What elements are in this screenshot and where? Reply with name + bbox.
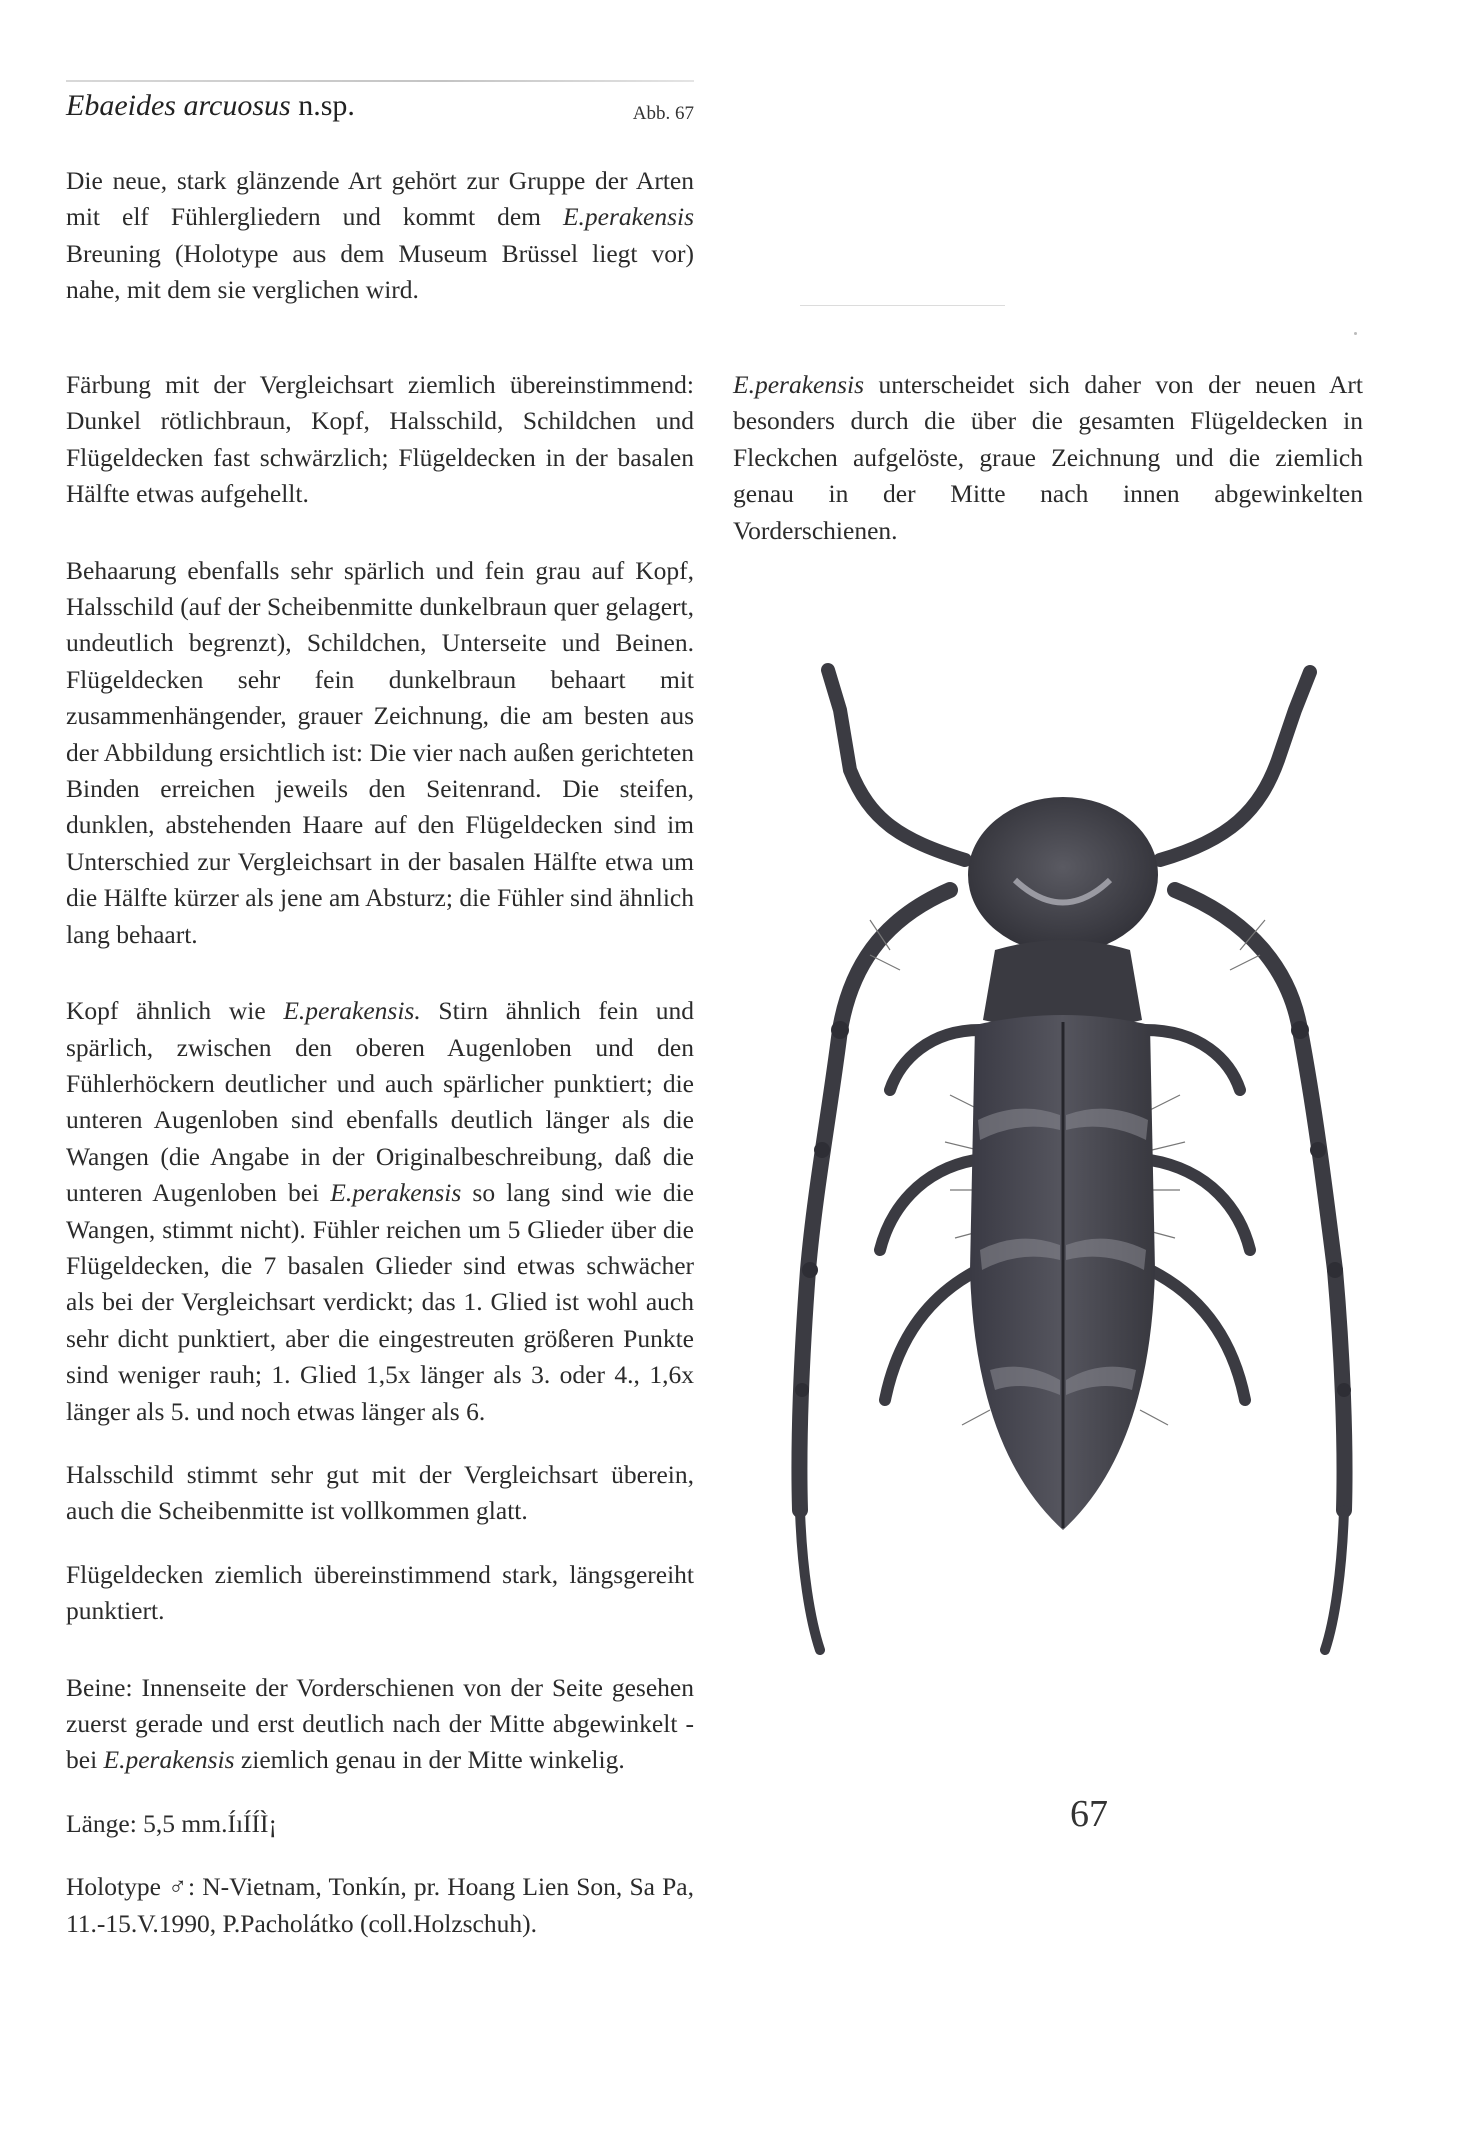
divider <box>800 305 1005 306</box>
species-reference: E.perakensis <box>562 202 694 232</box>
intro-paragraph: Die neue, stark glänzende Art gehört zur Gruppe der Arten mit elf Fühlergliedern und kommt dem E.perakensis Breuning (Holotype aus dem Museum Brüssel liegt vor) nahe, mit dem sie verglichen wird. <box>66 166 694 305</box>
paragraph-faerbung: Färbung mit der Vergleichsart ziemlich übereinstimmend: Dunkel rötlichbraun, Kopf, Halsschild, Schildchen und Flügeldecken fast schwärzlich; Flügeldecken in der basalen Hälfte etwas aufgehellt. <box>66 370 694 509</box>
top-rule <box>66 80 694 82</box>
paragraph-fluegeldecken: Flügeldecken ziemlich übereinstimmend stark, längsgereiht punktiert. <box>66 1559 694 1626</box>
figure-number: 67 <box>1070 1793 1108 1835</box>
paragraph-behaarung: Behaarung ebenfalls sehr spärlich und fein grau auf Kopf, Halsschild (auf der Scheibenmitte dunkelbraun quer gelagert, undeutlich begrenzt), Schildchen, Unterseite und Beinen. Flügeldecken sehr fein dunkelbraun behaart mit zusammenhängender, grauer Zeichnung, die am besten aus der Abbildung ersichtlich ist: Die vier nach außen gerichteten Binden erreichen jeweils den Seitenrand. Die steifen, dunklen, abstehenden Haare auf den Flügeldecken sind im Unterschied zur Vergleichsart in der basalen Hälfte etwa um die Hälfte kürzer als jene am Absturz; die Fühler sind ähnlich lang behaart. <box>66 555 694 949</box>
scan-speck <box>1354 332 1357 335</box>
species-title <box>66 86 355 126</box>
left-column <box>66 367 694 1942</box>
paragraph-comparison: E.perakensis unterscheidet sich daher von der neuen Art besonders durch die über die gesamten Flügeldecken in Fleckchen aufgelöste, graue Zeichnung und die ziemlich genau in der Mitte nach innen abgewinkelten Vorderschienen. <box>733 370 1363 545</box>
figure-reference: Abb. 67 <box>632 103 694 124</box>
paragraph-halsschild: Halsschild stimmt sehr gut mit der Vergleichsart überein, auch die Scheibenmitte ist vollkommen glatt. <box>66 1459 694 1526</box>
species-name: Ebaeides arcuosus <box>66 89 291 122</box>
paragraph-holotype: Holotype ♂: N-Vietnam, Tonkín, pr. Hoang Lien Son, Sa Pa, 11.-15.V.1990, P.Pacholátko (coll.Holzschuh). <box>66 1872 694 1938</box>
paragraph-beine: Beine: Innenseite der Vorderschienen von der Seite gesehen zuerst gerade und erst deutlich nach der Mitte abgewinkelt - bei E.perakensis ziemlich genau in der Mitte winkelig. <box>66 1672 694 1775</box>
species-suffix: n.sp. <box>290 89 355 122</box>
paragraph-laenge: Länge: 5,5 mm.ÍıÍÍÌ¡ <box>66 1808 278 1838</box>
right-column <box>733 367 1363 549</box>
page-header <box>66 86 694 132</box>
male-symbol: ♂ <box>168 1872 188 1902</box>
beetle-illustration <box>750 650 1390 1690</box>
paragraph-kopf: Kopf ähnlich wie E.perakensis. Stirn ähnlich fein und spärlich, zwischen den oberen Augenloben und den Fühlerhöckern deutlicher und auch spärlicher punktiert; die unteren Augenloben sind ebenfalls deutlich länger als die Wangen (die Angabe in der Originalbeschreibung, daß die unteren Augenloben bei E.perakensis so lang sind wie die Wangen, stimmt nicht). Fühler reichen um 5 Glieder über die Flügeldecken, die 7 basalen Glieder sind etwas schwächer als bei der Vergleichsart verdickt; das 1. Glied ist wohl auch sehr dicht punktiert, aber die eingestreuten größeren Punkte sind weniger rauh; 1. Glied 1,5x länger als 3. oder 4., 1,6x länger als 5. und noch etwas länger als 6. <box>66 996 695 1426</box>
